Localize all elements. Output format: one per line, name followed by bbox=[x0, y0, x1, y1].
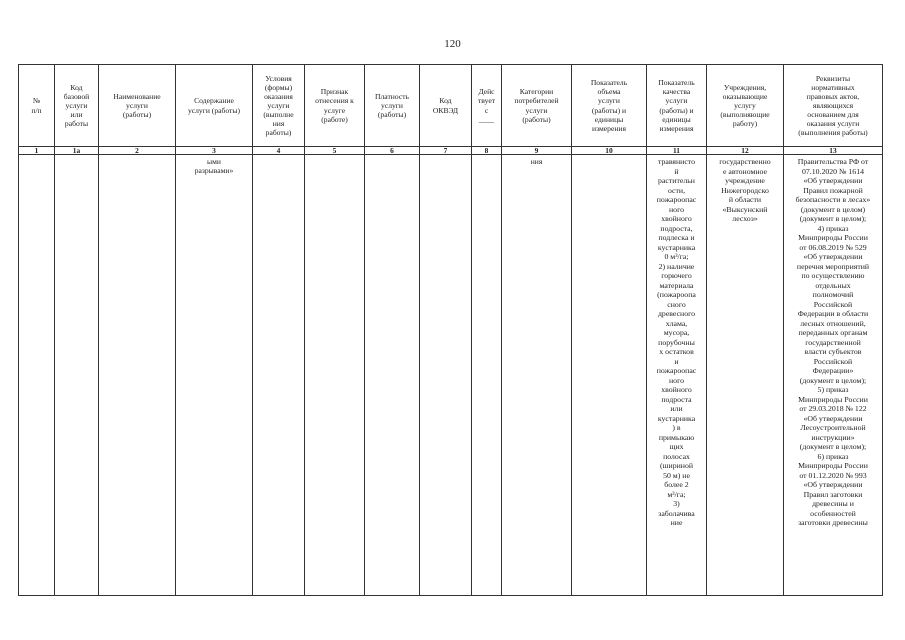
header-cell-conditions: Условия (формы) оказания услуги (выполне ния работы) bbox=[253, 65, 305, 147]
column-number: 4 bbox=[253, 147, 305, 155]
table-row bbox=[19, 155, 883, 596]
column-number: 11 bbox=[647, 147, 707, 155]
services-register-table bbox=[18, 64, 883, 596]
page-number: 120 bbox=[444, 38, 461, 50]
cell-quality-indicator: травянисто й растительн ости, пожароопас ного хвойного подроста, подлеска и кустарника 0 м³/га; 2) наличие горючего материала (пожароопа сного древесного хлама, мусора, порубочны х остатков и пожароопас ного хвойного подроста или кустарника ) в примыкаю щих полосах (шириной 50 м) не более 2 м³/га; 3) заболачива ние bbox=[647, 155, 707, 596]
header-cell-attribute: Признак отнесения к услуге (работе) bbox=[305, 65, 365, 147]
column-number: 2 bbox=[99, 147, 176, 155]
cell-consumers: ния bbox=[502, 155, 572, 596]
cell-service-name bbox=[99, 155, 176, 596]
header-cell-number: № п/п bbox=[19, 65, 55, 147]
cell-base-code bbox=[55, 155, 99, 596]
header-cell-institutions: Учреждения, оказывающие услугу (выполняющие работу) bbox=[707, 65, 784, 147]
header-cell-base-code: Код базовой услуги или работы bbox=[55, 65, 99, 147]
column-number-row bbox=[19, 147, 883, 155]
column-number: 1а bbox=[55, 147, 99, 155]
cell-institutions: государственно е автономное учреждение Нижегородско й области «Выксунский лесхоз» bbox=[707, 155, 784, 596]
header-cell-legal-acts: Реквизиты нормативных правовых актов, являющихся основанием для оказания услуги (выполнения работы) bbox=[784, 65, 883, 147]
cell-payment bbox=[365, 155, 420, 596]
header-cell-okved: Код ОКВЭД bbox=[420, 65, 472, 147]
column-number: 6 bbox=[365, 147, 420, 155]
header-cell-consumers: Категории потребителей услуги (работы) bbox=[502, 65, 572, 147]
cell-legal-acts: Правительства РФ от 07.10.2020 № 1614 «Об утверждении Правил пожарной безопасности в лесах» (документ в целом) (документ в целом); 4) приказ Минприроды России от 06.08.2019 № 529 «Об утверждении перечня мероприятий по осуществлению отдельных полномочий Российской Федерации в области лесных отношений, переданных органам государственной власти субъектов Российской Федерации» (документ в целом); 5) приказ Минприроды России от 29.03.2018 № 122 «Об утверждении Лесоустроительной инструкции» (документ в целом); 6) приказ Минприроды России от 01.12.2020 № 993 «Об утверждении Правил заготовки древесины и особенностей заготовки древесины bbox=[784, 155, 883, 596]
header-cell-service-name: Наименование услуги (работы) bbox=[99, 65, 176, 147]
column-number: 1 bbox=[19, 147, 55, 155]
column-number: 10 bbox=[572, 147, 647, 155]
header-cell-volume-indicator: Показатель объема услуги (работы) и единицы измерения bbox=[572, 65, 647, 147]
cell-content: ыми разрывами» bbox=[176, 155, 253, 596]
column-number: 9 bbox=[502, 147, 572, 155]
column-number: 7 bbox=[420, 147, 472, 155]
cell-volume-indicator bbox=[572, 155, 647, 596]
column-number: 12 bbox=[707, 147, 784, 155]
header-cell-effective-from: Дейс твует с ____ bbox=[472, 65, 502, 147]
cell-number bbox=[19, 155, 55, 596]
cell-attribute bbox=[305, 155, 365, 596]
header-cell-quality-indicator: Показатель качества услуги (работы) и единицы измерения bbox=[647, 65, 707, 147]
cell-effective-from bbox=[472, 155, 502, 596]
cell-conditions bbox=[253, 155, 305, 596]
column-number: 13 bbox=[784, 147, 883, 155]
column-number: 8 bbox=[472, 147, 502, 155]
header-row bbox=[19, 65, 883, 147]
column-number: 3 bbox=[176, 147, 253, 155]
header-cell-content: Содержание услуги (работы) bbox=[176, 65, 253, 147]
cell-okved bbox=[420, 155, 472, 596]
header-cell-payment: Платность услуги (работы) bbox=[365, 65, 420, 147]
column-number: 5 bbox=[305, 147, 365, 155]
